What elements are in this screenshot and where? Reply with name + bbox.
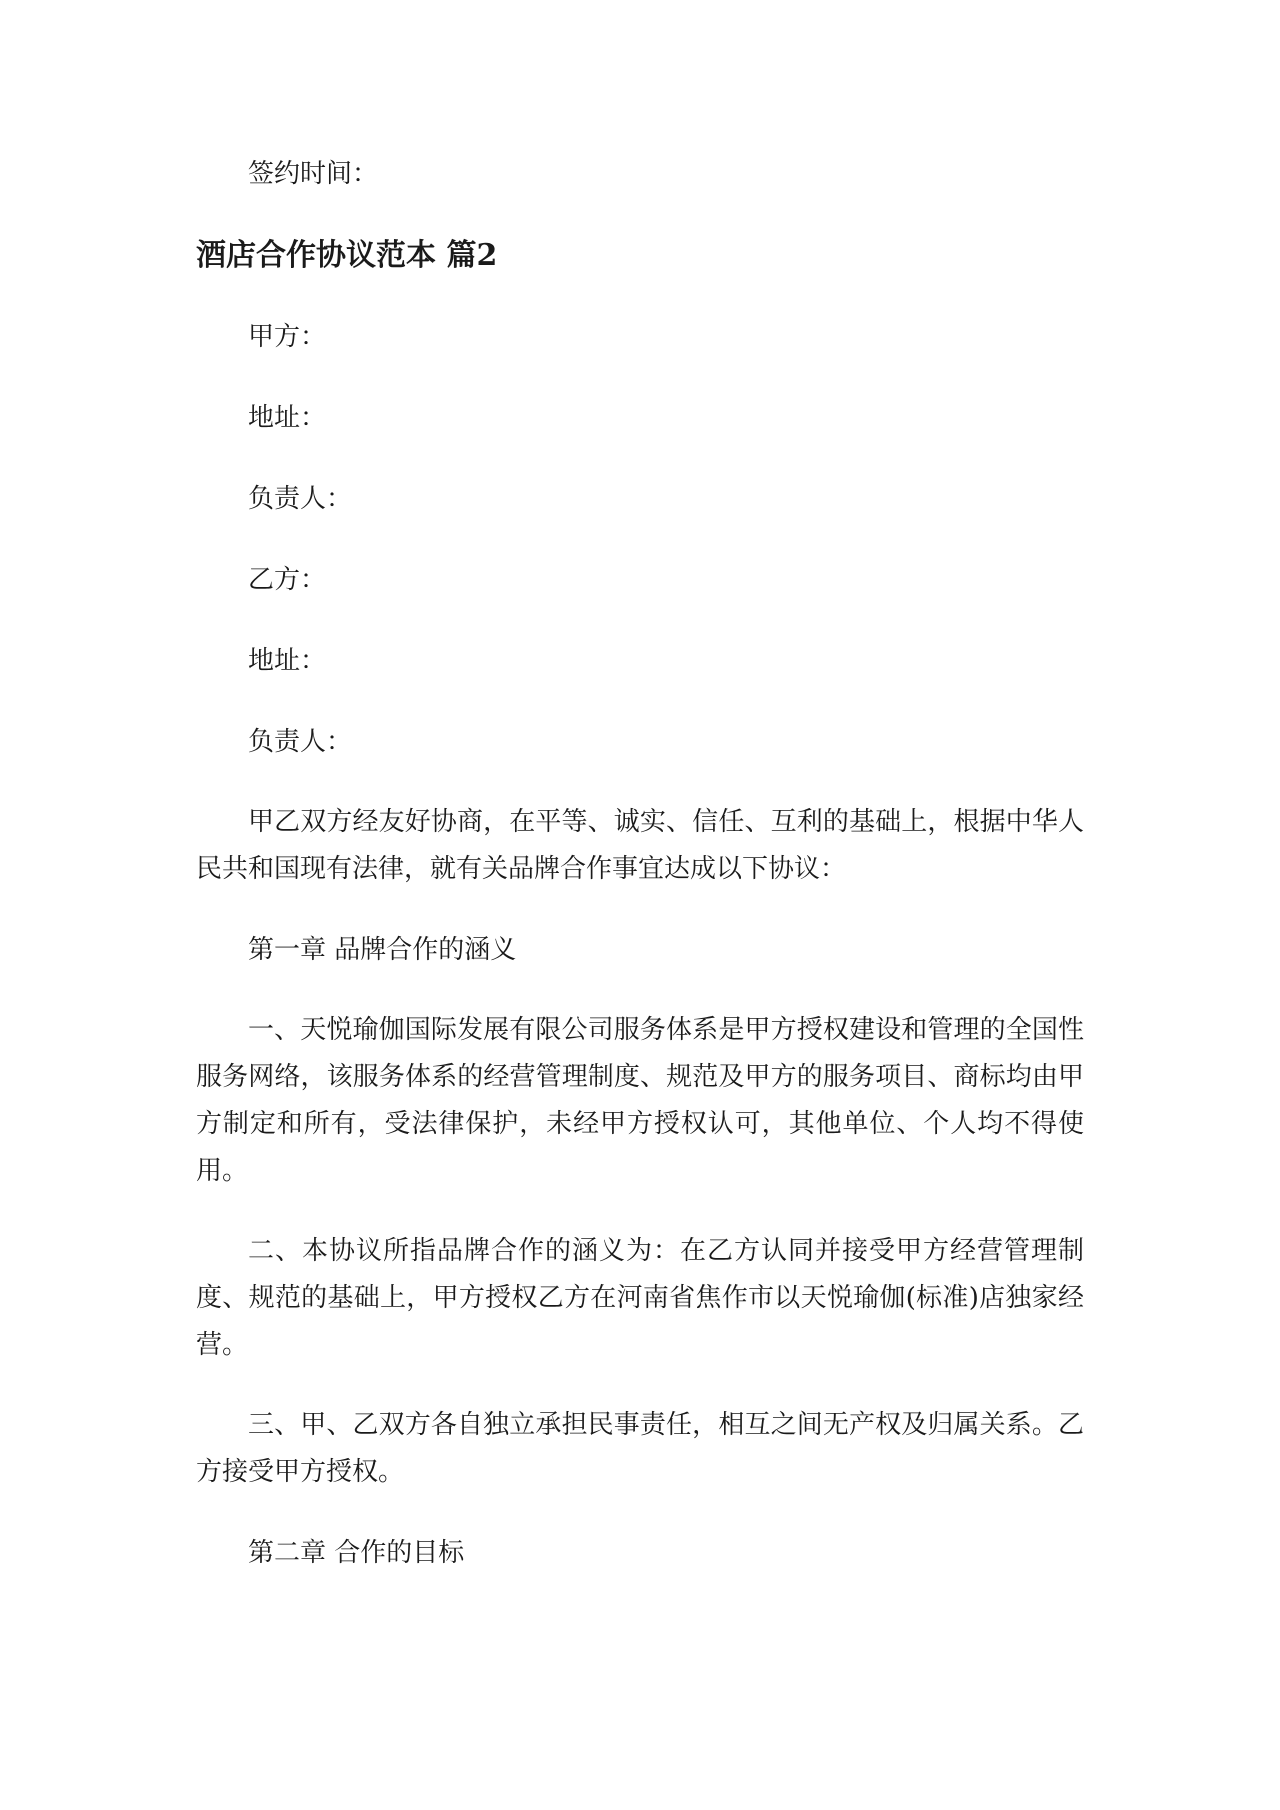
clause-3-paragraph: 三、甲、乙双方各自独立承担民事责任，相互之间无产权及归属关系。乙方接受甲方授权。: [196, 1410, 1084, 1487]
intro-paragraph: 甲乙双方经友好协商，在平等、诚实、信任、互利的基础上，根据中华人民共和国现有法律，就有关品牌合作事宜达成以下协议：: [196, 807, 1084, 884]
chapter-2-heading: 第二章 合作的目标: [248, 1538, 465, 1568]
document-content: [196, 150, 1084, 1577]
clause-1-paragraph: 一、天悦瑜伽国际发展有限公司服务体系是甲方授权建设和管理的全国性服务网络，该服务体系的经营管理制度、规范及甲方的服务项目、商标均由甲方制定和所有，受法律保护，未经甲方授权认可，其他单位、个人均不得使用。: [196, 1015, 1084, 1186]
party-a-address-label: 地址：: [248, 403, 327, 433]
party-b-address-label: 地址：: [248, 646, 327, 676]
party-a-label: 甲方：: [248, 322, 327, 352]
signing-time-label: 签约时间：: [248, 159, 379, 189]
party-a-person-label: 负责人：: [248, 484, 353, 514]
document-title: 酒店合作协议范本 篇2: [196, 238, 498, 273]
clause-2-paragraph: 二、本协议所指品牌合作的涵义为：在乙方认同并接受甲方经营管理制度、规范的基础上，甲方授权乙方在河南省焦作市以天悦瑜伽(标准)店独家经营。: [196, 1236, 1084, 1360]
chapter-1-heading: 第一章 品牌合作的涵义: [248, 935, 517, 965]
party-b-person-label: 负责人：: [248, 727, 353, 757]
party-b-label: 乙方：: [248, 565, 327, 595]
